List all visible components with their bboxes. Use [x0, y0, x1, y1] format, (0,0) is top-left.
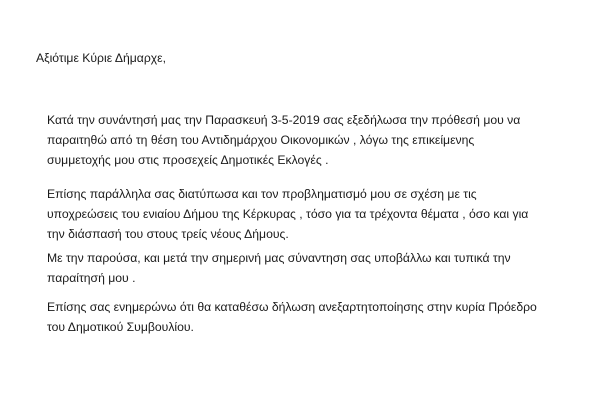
paragraph-line: Επίσης σας ενημερώνω ότι θα καταθέσω δήλωση ανεξαρτητοποίησης στην κυρία Πρόεδρο: [47, 300, 537, 314]
paragraph-line: υποχρεώσεις του ενιαίου Δήμου της Κέρκυρας , τόσο για τα τρέχοντα θέματα , όσο και για: [47, 207, 529, 221]
paragraph-line: Με την παρούσα, και μετά την σημερινή μας σύναντηση σας υποβάλλω και τυπικά την: [47, 251, 511, 265]
paragraph-line: παραίτησή μου .: [47, 271, 136, 285]
paragraph-concerns: [47, 184, 577, 244]
salutation: Αξιότιμε Κύριε Δήμαρχε,: [36, 51, 166, 65]
paragraph-line: Επίσης παράλληλα σας διατύπωσα και τον προβληματισμό μου σε σχέση με τις: [47, 187, 477, 201]
paragraph-line: την διάσπασή του στους τρείς νέους Δήμους.: [47, 227, 289, 241]
paragraph-line: συμμετοχής μου στις προσεχείς Δημοτικές Εκλογές .: [47, 153, 329, 167]
paragraph-line: Κατά την συνάντησή μας την Παρασκευή 3-5-2019 σας εξεδήλωσα την πρόθεσή μου να: [47, 113, 521, 127]
paragraph-line: του Δημοτικού Συμβουλίου.: [47, 320, 194, 334]
paragraph-meeting: [47, 110, 577, 170]
paragraph-independence: [47, 297, 577, 337]
paragraph-resignation: [47, 248, 577, 288]
paragraph-line: παραιτηθώ από τη θέση του Αντιδημάρχου Οικονομικών , λόγω της επικείμενης: [47, 133, 475, 147]
